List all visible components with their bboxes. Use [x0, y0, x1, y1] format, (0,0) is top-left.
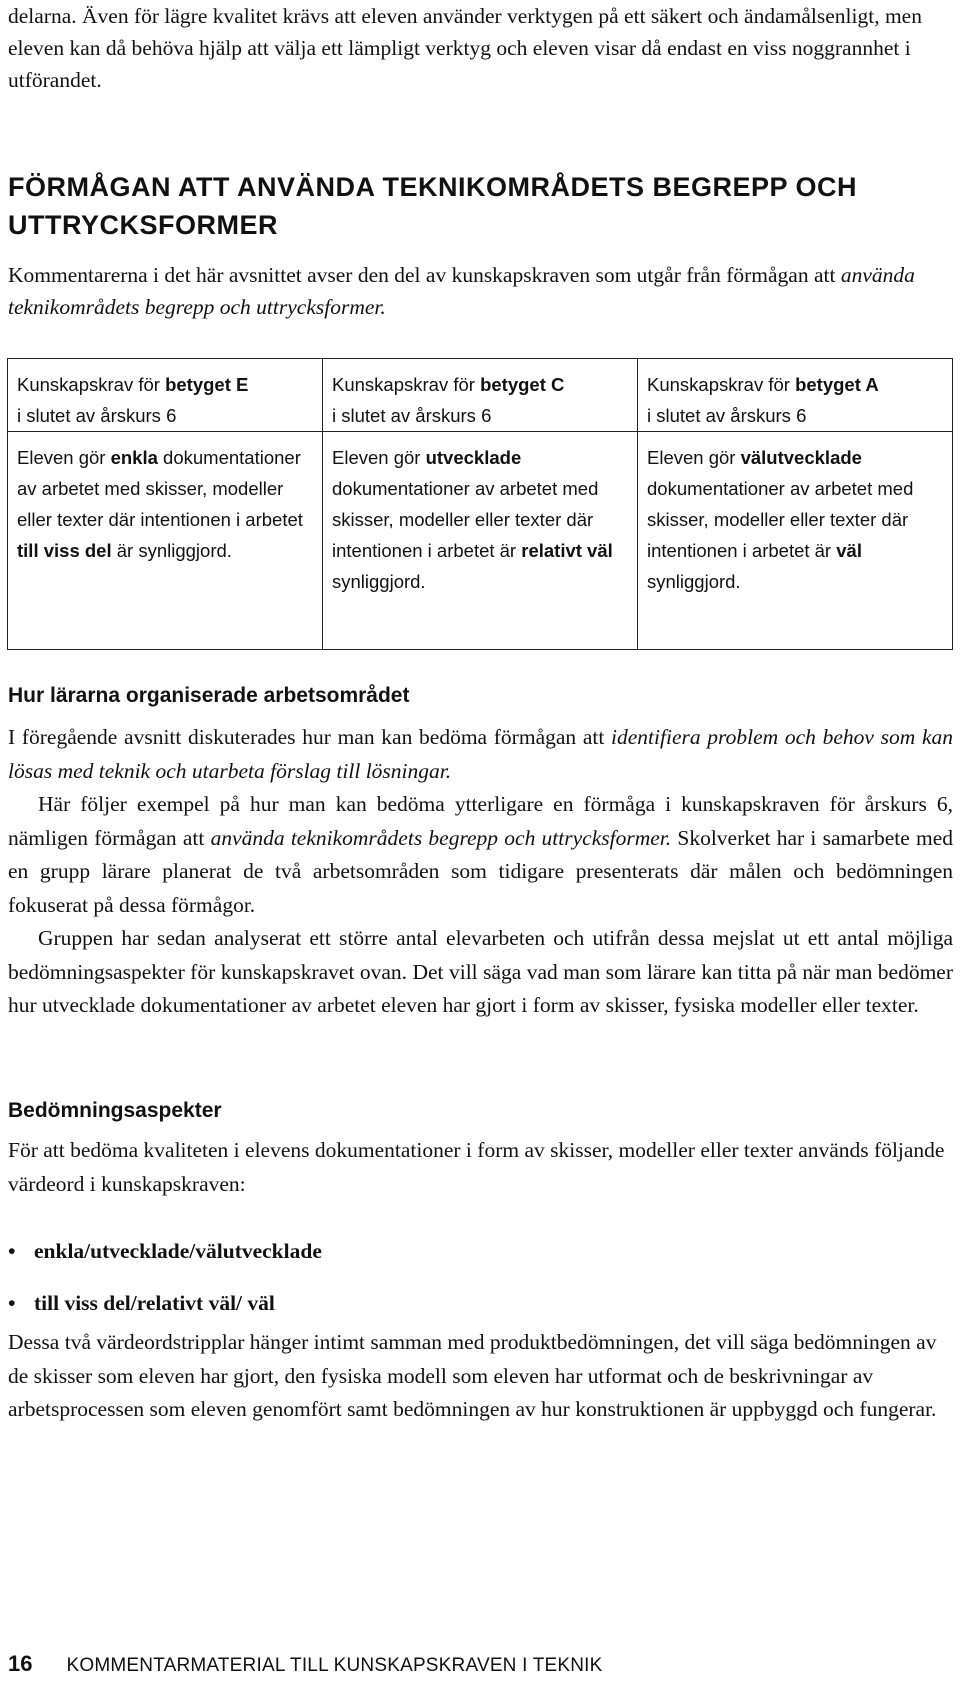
- header-prefix: Kunskapskrav för: [332, 374, 481, 395]
- table-cell-a: [638, 432, 953, 650]
- table-header-cell-a: [638, 359, 953, 432]
- grade-label: betyget C: [480, 374, 565, 395]
- section-intro-italic: använda teknikområdets begrepp och uttrycksformer.: [8, 263, 915, 319]
- organisation-heading: Hur lärarna organiserade arbetsområdet: [8, 684, 410, 707]
- assessment-heading: Bedömningsaspekter: [8, 1099, 222, 1122]
- cell-text: dokumentationer av arbetet med skisser, modeller eller texter där intentionen i arbetet är: [332, 478, 599, 561]
- list-item-text: enkla/utvecklade/välutvecklade: [34, 1239, 322, 1263]
- cell-text: är synliggjord.: [111, 540, 232, 561]
- section-intro-text: Kommentarerna i det här avsnittet avser den del av kunskapskraven som utgår från förmågan att: [8, 263, 841, 287]
- paragraph-text: Här följer exempel på hur man kan bedöma ytterligare en förmåga i kunskapskraven för årskurs 6, nämligen förmågan att: [8, 792, 953, 850]
- table-cell-c: [323, 432, 638, 650]
- paragraph-italic: använda teknikområdets begrepp och uttrycksformer.: [210, 825, 672, 850]
- bullet-icon: •: [8, 1291, 16, 1315]
- table-header-row: [8, 359, 953, 432]
- assessment-intro: För att bedöma kvaliteten i elevens dokumentationer i form av skisser, modeller eller texter används följande värdeord i kunskapskraven:: [8, 1138, 945, 1196]
- header-line2: i slutet av årskurs 6: [647, 405, 807, 426]
- grade-label: betyget E: [165, 374, 249, 395]
- cell-keyword: väl: [836, 540, 862, 561]
- page-footer: [8, 1650, 603, 1680]
- cell-text: synliggjord.: [332, 571, 426, 592]
- header-line2: i slutet av årskurs 6: [17, 405, 177, 426]
- header-prefix: Kunskapskrav för: [17, 374, 166, 395]
- intro-lead: delarna.: [8, 4, 83, 28]
- table-cell-e: [8, 432, 323, 650]
- table-body-row: [8, 432, 953, 650]
- paragraph-text: Skolverket har i samarbete med en grupp lärare planerat de två arbetsområden som tidigare presenterats där målen och bedömningen fokuserat på dessa förmågor.: [8, 825, 954, 917]
- intro-text: Även för lägre kvalitet krävs att eleven använder verktygen på ett säkert och ändamålsenligt, men eleven kan då behöva hjälp att välja ett lämpligt verktyg och eleven visar då endast en viss noggrannhet i utförandet.: [8, 4, 922, 92]
- organisation-body: [8, 721, 953, 1023]
- list-item-text: till viss del/relativt väl/ väl: [34, 1291, 275, 1315]
- section-intro: [8, 259, 953, 323]
- intro-paragraph: [8, 0, 953, 96]
- cell-keyword: till viss del: [17, 540, 112, 561]
- cell-keyword: enkla: [110, 447, 158, 468]
- cell-text: dokumentationer av arbetet med skisser, modeller eller texter där intentionen i arbetet: [17, 447, 303, 530]
- value-word-list: [8, 1236, 808, 1340]
- knowledge-requirements-table: [7, 358, 953, 650]
- paragraph-italic: identifiera problem och behov som kan lösas med teknik och utarbeta förslag till lösningar.: [8, 725, 953, 783]
- cell-text: dokumentationer av arbetet med skisser, modeller eller texter där intentionen i arbetet är: [647, 478, 914, 561]
- paragraph-text: I föregående avsnitt diskuterades hur man kan bedöma förmågan att: [8, 725, 612, 749]
- list-item: [8, 1236, 808, 1288]
- grade-label: betyget A: [795, 374, 879, 395]
- organisation-paragraph-3: Gruppen har sedan analyserat ett större antal elevarbeten och utifrån dessa mejslat ut ett antal möjliga bedömningsaspekter för kunskapskravet ovan. Det vill säga vad man som lärare kan titta på när man bedömer hur utvecklade dokumentationer av arbetet eleven har gjort i form av skisser, fysiska modeller eller texter.: [8, 926, 953, 1017]
- table-header-cell-c: [323, 359, 638, 432]
- cell-text: Eleven gör: [332, 447, 426, 468]
- page-number: 16: [8, 1651, 33, 1676]
- section-heading: FÖRMÅGAN ATT ANVÄNDA TEKNIKOMRÅDETS BEGREPP OCH UTTRYCKSFORMER: [8, 172, 858, 240]
- cell-text: Eleven gör: [647, 447, 741, 468]
- assessment-closing: Dessa två värdeordstripplar hänger intimt samman med produktbedömningen, det vill säga bedömningen av de skisser som eleven har gjort, den fysiska modell som eleven har utformat och de beskrivningar av arbetsprocessen som eleven genomfört samt bedömningen av hur konstruktionen är uppbyggd och fungerar.: [8, 1330, 937, 1421]
- bullet-icon: •: [8, 1239, 16, 1263]
- cell-keyword: relativt väl: [521, 540, 613, 561]
- cell-keyword: utvecklade: [425, 447, 522, 468]
- header-prefix: Kunskapskrav för: [647, 374, 796, 395]
- cell-keyword: välutvecklade: [740, 447, 862, 468]
- organisation-paragraph-2: [8, 788, 953, 922]
- cell-text: synliggjord.: [647, 571, 741, 592]
- organisation-paragraph-1: [8, 721, 953, 788]
- table-header-cell-e: [8, 359, 323, 432]
- cell-text: Eleven gör: [17, 447, 111, 468]
- header-line2: i slutet av årskurs 6: [332, 405, 492, 426]
- footer-title: KOMMENTARMATERIAL TILL KUNSKAPSKRAVEN I TEKNIK: [66, 1655, 603, 1676]
